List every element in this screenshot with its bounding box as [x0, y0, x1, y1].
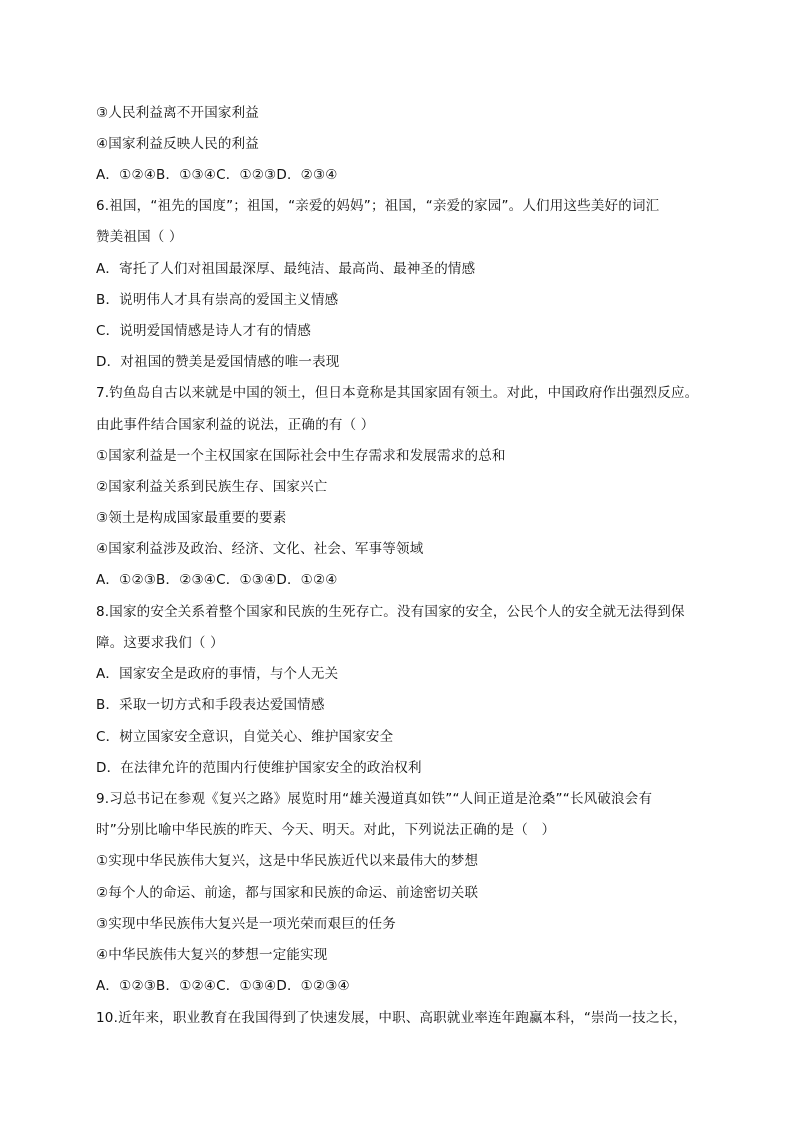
option-statement-4: ④国家利益反映人民的利益 — [96, 136, 260, 152]
q6-choice-b: B．说明伟人才具有崇高的爱国主义情感 — [96, 292, 339, 308]
q8-choice-c: C．树立国家安全意识，自觉关心、维护国家安全 — [96, 729, 394, 745]
answer-choices-q5: A．①②④B．①③④C．①②③D．②③④ — [96, 167, 338, 183]
q9-statement-2: ②每个人的命运、前途，都与国家和民族的命运、前途密切关联 — [96, 885, 479, 901]
option-statement-3: ③人民利益离不开国家利益 — [96, 105, 260, 121]
q9-statement-4: ④中华民族伟大复兴的梦想一定能实现 — [96, 947, 328, 963]
q8-choice-b: B．采取一切方式和手段表达爱国情感 — [96, 697, 325, 713]
question-9-stem-cont: 时”分别比喻中华民族的昨天、今天、明天。对此，下列说法正确的是（ ） — [96, 822, 556, 838]
q9-statement-3: ③实现中华民族伟大复兴是一项光荣而艰巨的任务 — [96, 916, 397, 932]
answer-choices-q7: A．①②③B．②③④C．①③④D．①②④ — [96, 572, 338, 588]
q9-statement-1: ①实现中华民族伟大复兴，这是中华民族近代以来最伟大的梦想 — [96, 853, 479, 869]
q8-choice-a: A．国家安全是政府的事情，与个人无关 — [96, 666, 339, 682]
q8-choice-d: D．在法律允许的范围内行使维护国家安全的政治权利 — [96, 760, 422, 776]
q7-statement-2: ②国家利益关系到民族生存、国家兴亡 — [96, 479, 328, 495]
question-7-stem: 7.钓鱼岛自古以来就是中国的领土，但日本竟称是其国家固有领土。对此，中国政府作出强烈反应。 — [96, 385, 699, 401]
q6-choice-a: A．寄托了人们对祖国最深厚、最纯洁、最高尚、最神圣的情感 — [96, 261, 476, 277]
q6-choice-d: D．对祖国的赞美是爱国情感的唯一表现 — [96, 354, 340, 370]
question-6-stem: 6.祖国，“祖先的国度”；祖国，“亲爱的妈妈”；祖国，“亲爱的家园”。人们用这些美好的词汇 — [96, 198, 660, 214]
answer-choices-q9: A．①②③B．①②④C．①③④D．①②③④ — [96, 978, 350, 994]
q6-choice-c: C．说明爱国情感是诗人才有的情感 — [96, 323, 312, 339]
question-7-stem-cont: 由此事件结合国家利益的说法，正确的有（ ） — [96, 417, 375, 433]
question-10-stem: 10.近年来，职业教育在我国得到了快速发展，中职、高职就业率连年跑赢本科，“崇尚一技之长， — [96, 1010, 687, 1026]
question-8-stem: 8.国家的安全关系着整个国家和民族的生死存亡。没有国家的安全，公民个人的安全就无法得到保 — [96, 604, 685, 620]
q7-statement-3: ③领土是构成国家最重要的要素 — [96, 510, 287, 526]
q7-statement-1: ①国家利益是一个主权国家在国际社会中生存需求和发展需求的总和 — [96, 448, 506, 464]
question-9-stem: 9.习总书记在参观《复兴之路》展览时用“雄关漫道真如铁”“人间正道是沧桑”“长风破浪会有 — [96, 791, 653, 807]
question-8-stem-cont: 障。这要求我们（ ） — [96, 635, 224, 651]
q7-statement-4: ④国家利益涉及政治、经济、文化、社会、军事等领域 — [96, 541, 424, 557]
question-6-stem-cont: 赞美祖国（ ） — [96, 229, 183, 245]
